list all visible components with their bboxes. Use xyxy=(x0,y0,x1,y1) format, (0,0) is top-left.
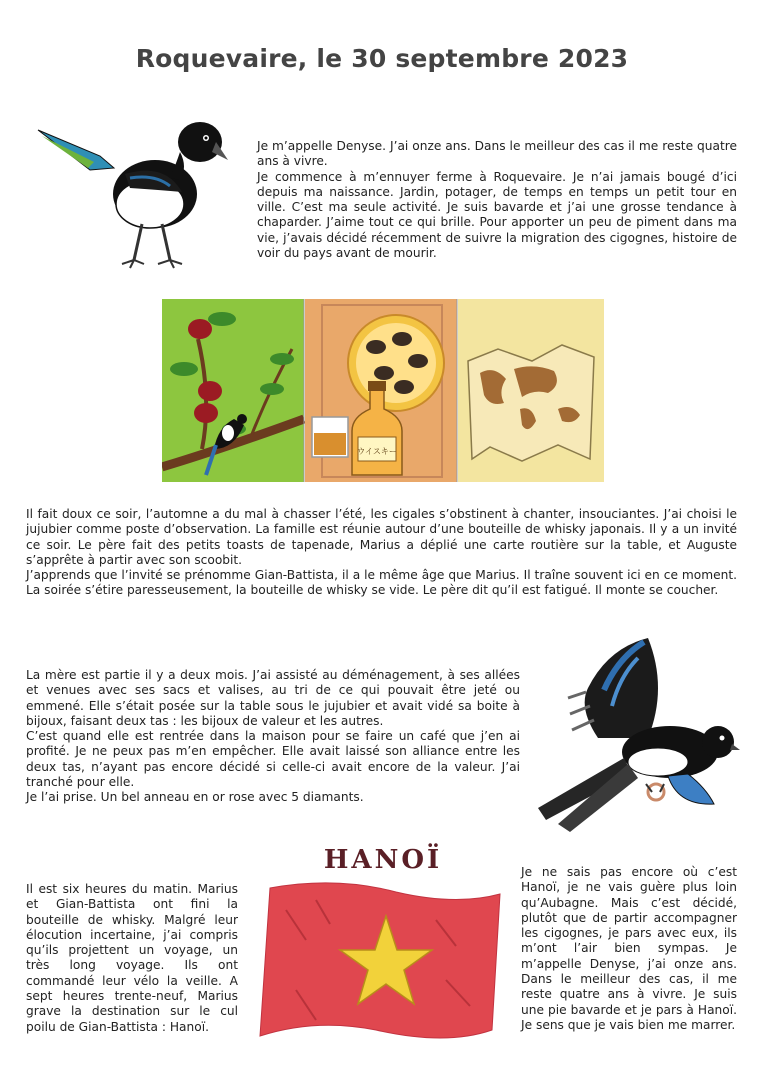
mother-text xyxy=(26,668,520,806)
illustration-band xyxy=(162,299,604,482)
evening-paragraph-1: Il fait doux ce soir, l’automne a du mal à chasser l’été, les cigales s’obstinent à chanter, insouciantes. J’ai choisi le jujubier comme poste d’observation. La famille est réunie autour d’une bouteille de whisky japonais. Il y a un invité ce soir. Le père fait des petits toasts de tapenade, Marius a déplié une carte routière sur la table, et Auguste s’apprête à partir avec son scoobit. xyxy=(26,507,737,567)
morning-text: Il est six heures du matin. Marius et Gian-Battista ont fini la bouteille de whisky. Malgré leur élocution incertaine, j’ai compris qu’ils projettent un voyage, un très long voyage. Ils ont commandé leur vélo la veille. A sept heures trente-neuf, Marius grave la destination sur le cul poilu de Gian-Battista : Hanoï. xyxy=(26,882,238,1034)
evening-text xyxy=(26,507,737,599)
page-title: Roquevaire, le 30 septembre 2023 xyxy=(135,44,629,73)
intro-paragraph-2: Je commence à m’ennuyer ferme à Roquevaire. Je n’ai jamais bougé d’ici depuis ma naissance. Jardin, potager, de temps en temps un petit tour en ville. C’est ma seule activité. Je suis bavarde et j’ai une grosse tendance à chaparder. J’aime tout ce qui brille. Pour apporter un peu de piment dans ma vie, j’avais décidé récemment de suivre la migration des cigognes, histoire de voir du pays avant de mourir. xyxy=(257,169,737,261)
mother-paragraph-3: Je l’ai prise. Un bel anneau en or rose avec 5 diamants. xyxy=(26,790,364,805)
intro-text xyxy=(257,139,737,261)
intro-paragraph-1: Je m’appelle Denyse. J’ai onze ans. Dans le meilleur des cas il me reste quatre ans à vivre. xyxy=(257,139,737,169)
bottle-label: ウイスキー xyxy=(357,447,397,456)
vietnam-flag-illustration xyxy=(256,880,506,1056)
mother-paragraph-1: La mère est partie il y a deux mois. J’ai assisté au déménagement, à ses allées et venues avec ses sacs et valises, au tri de ce qui pouvait être jeté ou emmené. Elle s’était posée sur la table sous le jujubier et avait vidé sa boite à bijoux, faisant deux tas : les bijoux de valeur et les autres. xyxy=(26,668,520,728)
decision-text: Je ne sais pas encore où c’est Hanoï, je ne vais guère plus loin qu’Aubagne. Mais c’est décidé, plutôt que de partir accompagner les cigognes, je pars avec eux, ils m’ont l’air bien sympas. Je m’appelle Denyse, j’ai onze ans. Dans le meilleur des cas, il me reste quatre ans à vivre. Je suis une pie bavarde et je pars à Hanoï. Je sens que je vais bien me marrer. xyxy=(521,865,737,1032)
magpie-standing-illustration xyxy=(30,112,230,277)
magpie-flying-illustration xyxy=(528,628,740,842)
mother-paragraph-2: C’est quand elle est rentrée dans la maison pour se faire un café que j’en ai profité. Je ne peux pas m’en empêcher. Elle avait laissé son alliance entre les deux tas, n’ayant pas encore décidé si celle-ci avait encore de la valeur. J’ai tranché pour elle. xyxy=(26,729,520,790)
flag-title: HANOÏ xyxy=(323,845,443,875)
evening-paragraph-2: J’apprends que l’invité se prénomme Gian-Battista, il a le même âge que Marius. Il traîne souvent ici en ce moment. La soirée s’étire paresseusement, la bouteille de whisky se vide. Le père dit qu’il est fatigué. Il monte se coucher. xyxy=(26,568,737,598)
